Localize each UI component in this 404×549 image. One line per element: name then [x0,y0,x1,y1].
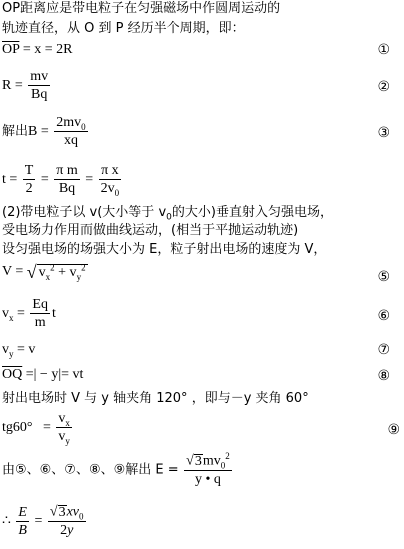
part2-line-1a: (2)带电粒子以 v(大小等于 v [2,205,167,220]
text-line-1 [2,2,280,15]
equation-number-7: ⑦ [377,342,390,358]
equation-op-rhs: = x = 2R [22,42,73,57]
equation-e: 由⑤、⑥、⑦、⑧、⑨解出 E = $\frac{√3mv_0^2}{y • q}$ [2,451,230,487]
equation-vx: $v_x$ = $\frac{Eq}{m}$ t [2,297,56,330]
equation-number-8: ⑧ [377,368,390,384]
equation-op: $\overline{OP} = x = 2R$ [2,42,73,57]
part2-line-5: 由⑤、⑥、⑦、⑧、⑨解出 E = [2,462,179,478]
part2-line-1: (2)带电粒子以 v(大小等于 $v_0$的大小)垂直射入匀强电场， [2,205,333,223]
equation-tan: tg60° = $\frac{v_x}{v_y}$ [2,411,70,446]
equation-b: 解出B = $\frac{2mv_0}{xq}$ [2,115,86,148]
equation-vy: $v_y = v$ [2,342,36,359]
equation-number-6: ⑥ [377,308,390,324]
equation-number-5: ⑤ [377,269,390,285]
equation-number-2: ② [377,79,390,95]
op-distance-text: OP距离应是带电粒子在匀强磁场中作圆周运动的 [2,1,281,16]
equation-number-3: ③ [377,125,390,141]
part2-line-3: 设匀强电场的场强大小为 E，粒子射出电场的速度为 V， [2,242,327,257]
text-line-2: 轨迹直径，从 O 到 P 经历半个周期，即： [2,21,245,36]
equation-ratio: ∴ $\frac{E}{B}$ = $\frac{√3xv_0}{2y}$ [2,504,84,538]
equation-t: t = $\frac{T}{2}$ = $\frac{\text{π m}}{Bq}$ = $\frac{\text{π x}}{2v_0}$ [2,163,120,198]
equation-oq: $\overline{OQ}$ =| − y|= vt [2,367,84,382]
equation-number-1: ① [377,42,390,58]
part2-line-1b: 的大小)垂直射入匀强电场， [171,205,333,220]
equation-number-9: ⑨ [387,422,400,438]
part2-line-4: 射出电场时 V 与 y 轴夹角 120° ，即与－y 夹角 60° [2,391,309,406]
equation-r: R = $\frac{mv}{Bq}$ [2,69,49,102]
part2-line-2: 受电场力作用而做曲线运动，(相当于平抛运动轨迹) [2,223,299,238]
equation-v: V = √ $v_x^2 + v_y^2$ [2,262,86,282]
